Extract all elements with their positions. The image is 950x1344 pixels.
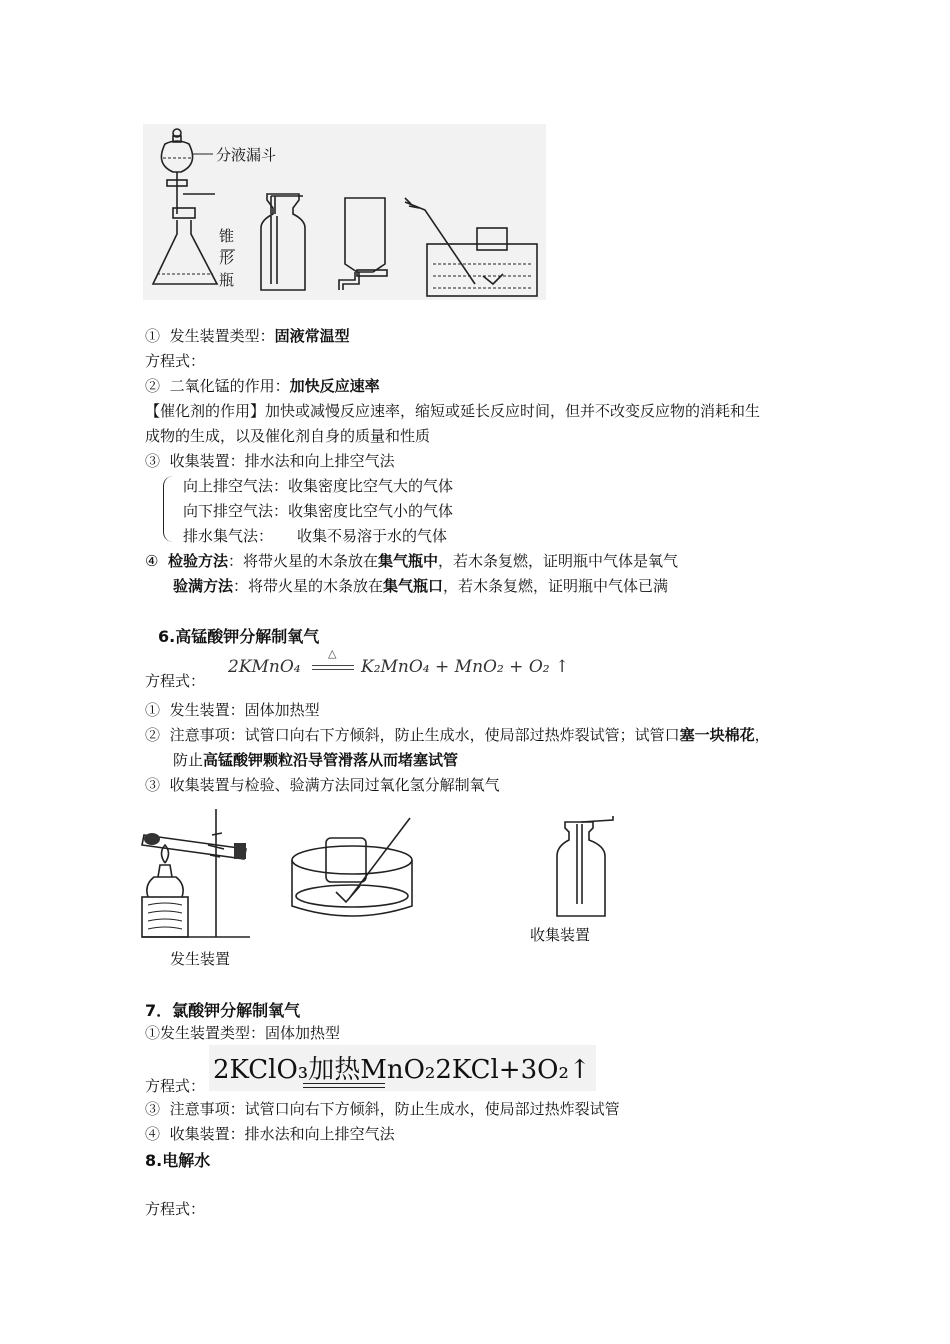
s5-line-1: ① 发生装置类型：固液常温型	[145, 327, 350, 345]
s5-line-5: 成物的生成，以及催化剂自身的质量和性质	[145, 427, 431, 445]
s5-bullet-1: 向上排空气法：收集密度比空气大的气体	[183, 477, 454, 495]
s5-line-4: 【催化剂的作用】加快或减慢反应速率，缩短或延长反应时间，但并不改变反应物的消耗和生	[145, 402, 761, 420]
s6-line-3: 防止高锰酸钾颗粒沿导管滑落从而堵塞试管	[173, 751, 459, 769]
s5-line-6: ③ 收集装置：排水法和向上排空气法	[145, 452, 395, 470]
s5-line-3: ② 二氧化锰的作用：加快反应速率	[145, 377, 380, 395]
apparatus-drawing	[143, 124, 546, 300]
caption-collection: 收集装置	[530, 926, 591, 944]
s5-line-7: ④ 检验方法：将带火星的木条放在集气瓶中，若木条复燃，证明瓶中气体是氧气	[145, 552, 679, 570]
s6-line-2: ② 注意事项：试管口向右下方倾斜，防止生成水，使局部过热炸裂试管；试管口塞一块棉花，	[145, 726, 770, 744]
sec7-eq-text: 2KClO₃加热MnO₂2KCl+3O₂↑	[213, 1055, 591, 1085]
sec6-title: 6.高锰酸钾分解制氧气	[158, 627, 320, 646]
s7-line-1: ①发生装置类型：固体加热型	[145, 1024, 341, 1042]
s6-line-1: ① 发生装置：固体加热型	[145, 701, 320, 719]
s7-line-3: ③ 注意事项：试管口向右下方倾斜，防止生成水，使局部过热炸裂试管	[145, 1100, 620, 1118]
sec7-eq-underline	[303, 1083, 385, 1088]
brace	[163, 476, 174, 542]
sec6-eq-right: K₂MnO₄ + MnO₂ + O₂ ↑	[361, 657, 570, 677]
s5-line-2: 方程式：	[145, 352, 206, 370]
sec6-eq-cond: △	[328, 647, 337, 660]
flask-label-2: 形	[219, 249, 235, 267]
sec7-eq-image	[209, 1045, 596, 1091]
sec6-eq-label: 方程式：	[145, 672, 206, 690]
sec7-title: 7．氯酸钾分解制氧气	[145, 1001, 301, 1020]
sec7-eq-label: 方程式：	[145, 1077, 206, 1095]
flask-label-3: 瓶	[219, 271, 235, 289]
collection-bottle-drawing	[553, 818, 618, 918]
sec6-eq-left: 2KMnO₄	[228, 657, 301, 677]
s5-bullet-3: 排水集气法： 收集不易溶于水的气体	[183, 527, 448, 545]
caption-generation: 发生装置	[170, 950, 231, 968]
s5-bullet-2: 向下排空气法：收集密度比空气小的气体	[183, 502, 454, 520]
sec8-title: 8.电解水	[145, 1151, 211, 1170]
funnel-label: 分液漏斗	[216, 146, 277, 164]
s7-line-4: ④ 收集装置：排水法和向上排空气法	[145, 1125, 395, 1143]
sec8-eq-label: 方程式：	[145, 1200, 206, 1218]
trough-drawing	[288, 810, 413, 925]
heating-apparatus-drawing	[138, 805, 258, 940]
s6-line-4: ③ 收集装置与检验、验满方法同过氧化氢分解制氧气	[145, 776, 500, 794]
s5-line-8: 验满方法：将带火星的木条放在集气瓶口，若木条复燃，证明瓶中气体已满	[173, 577, 669, 595]
flask-label-1: 锥	[219, 227, 235, 245]
sec6-eq-arrow	[312, 665, 354, 670]
